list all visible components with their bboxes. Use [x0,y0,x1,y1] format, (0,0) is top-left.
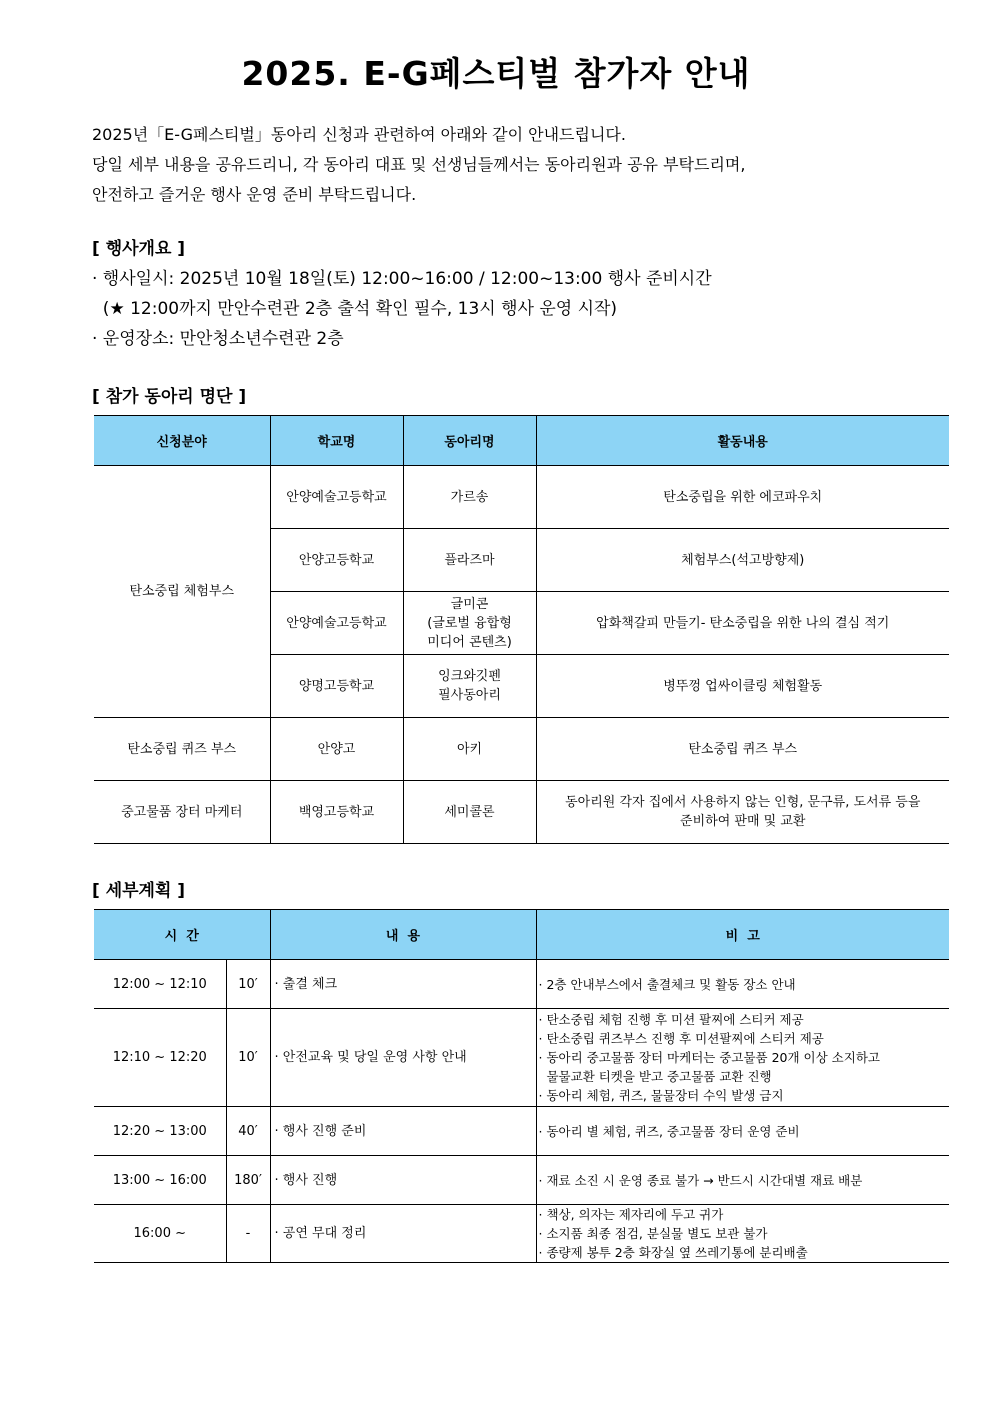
school-cell: 안양예술고등학교 [270,592,403,655]
content-cell: · 행사 진행 [270,1156,536,1205]
overview-section [92,264,712,354]
club-cell: 아키 [403,718,536,781]
table-row [94,718,949,781]
activity-cell: 체험부스(석고방향제) [536,529,949,592]
note-line: · 소지품 최종 점검, 분실물 별도 보관 불가 [538,1226,768,1241]
clubs-heading: [ 참가 동아리 명단 ] [92,387,247,407]
duration-cell: 10′ [226,1009,270,1107]
table-row [94,466,949,529]
note-line: · 종량제 봉투 2층 화장실 옆 쓰레기통에 분리배출 [538,1245,808,1260]
duration-cell: - [226,1205,270,1263]
overview-line: (★ 12:00까지 만안수련관 2층 출석 확인 필수, 13시 행사 운영 시작) [92,299,618,319]
activity-cell: 동아리원 각자 집에서 사용하지 않는 인형, 문구류, 도서류 등을 준비하여 판매 및 교환 [536,781,949,844]
time-cell: 16:00 ~ [94,1205,226,1263]
content-cell: · 안전교육 및 당일 운영 사항 안내 [270,1009,536,1107]
content-cell: · 행사 진행 준비 [270,1107,536,1156]
duration-cell: 10′ [226,960,270,1009]
notes-cell [536,1107,949,1156]
school-cell: 백영고등학교 [270,781,403,844]
overview-line: · 행사일시: 2025년 10월 18일(토) 12:00~16:00 / 12:00~13:00 행사 준비시간 [92,269,712,289]
content-cell: · 출결 체크 [270,960,536,1009]
time-cell: 12:20 ~ 13:00 [94,1107,226,1156]
field-cell: 탄소중립 퀴즈 부스 [94,718,270,781]
note-line: · 동아리 중고물품 장터 마케터는 중고물품 20개 이상 소지하고 [538,1050,880,1065]
clubs-header-cell: 학교명 [270,416,403,466]
club-cell: 가르송 [403,466,536,529]
note-line: 물물교환 티켓을 받고 중고물품 교환 진행 [538,1069,772,1084]
overview-line: · 운영장소: 만안청소년수련관 2층 [92,329,344,349]
table-row [94,1156,949,1205]
intro-paragraph [92,120,745,210]
intro-line: 안전하고 즐거운 행사 운영 준비 부탁드립니다. [92,185,417,204]
activity-cell: 병뚜껑 업싸이클링 체험활동 [536,655,949,718]
school-cell: 안양예술고등학교 [270,466,403,529]
plan-header-cell: 내 용 [270,910,536,960]
intro-line: 당일 세부 내용을 공유드리니, 각 동아리 대표 및 선생님들께서는 동아리원과 공유 부탁드리며, [92,155,746,174]
plan-header-cell: 비 고 [536,910,949,960]
clubs-header-cell: 활동내용 [536,416,949,466]
club-cell: 잉크와깃펜 필사동아리 [403,655,536,718]
overview-heading: [ 행사개요 ] [92,239,186,259]
note-line: · 탄소중립 체험 진행 후 미션 팔찌에 스티커 제공 [538,1012,804,1027]
clubs-header-cell: 신청분야 [94,416,270,466]
clubs-table [94,415,949,844]
table-row [94,960,949,1009]
plan-table [94,909,949,1263]
time-cell: 12:10 ~ 12:20 [94,1009,226,1107]
club-cell: 글미콘 (글로벌 융합형 미디어 콘텐츠) [403,592,536,655]
note-line: · 동아리 별 체험, 퀴즈, 중고물품 장터 운영 준비 [538,1123,800,1139]
clubs-header-cell: 동아리명 [403,416,536,466]
activity-cell: 탄소중립을 위한 에코파우치 [536,466,949,529]
note-line: · 2층 안내부스에서 출결체크 및 활동 장소 안내 [538,976,796,992]
duration-cell: 40′ [226,1107,270,1156]
notes-cell [536,1156,949,1205]
content-cell: · 공연 무대 정리 [270,1205,536,1263]
notes-cell [536,960,949,1009]
field-cell: 중고물품 장터 마케터 [94,781,270,844]
plan-header-cell: 시 간 [94,910,270,960]
plan-heading: [ 세부계획 ] [92,881,186,901]
note-line: · 탄소중립 퀴즈부스 진행 후 미션팔찌에 스티커 제공 [538,1031,824,1046]
duration-cell: 180′ [226,1156,270,1205]
table-row [94,1205,949,1263]
activity-cell: 탄소중립 퀴즈 부스 [536,718,949,781]
note-line: · 동아리 체험, 퀴즈, 물물장터 수익 발생 금지 [538,1088,784,1103]
field-cell: 탄소중립 체험부스 [94,466,270,718]
table-row [94,1009,949,1107]
school-cell: 양명고등학교 [270,655,403,718]
notes-cell [536,1205,949,1263]
time-cell: 13:00 ~ 16:00 [94,1156,226,1205]
table-row [94,781,949,844]
table-row [94,1107,949,1156]
notes-cell [536,1009,949,1107]
note-line: · 책상, 의자는 제자리에 두고 귀가 [538,1207,724,1222]
time-cell: 12:00 ~ 12:10 [94,960,226,1009]
school-cell: 안양고등학교 [270,529,403,592]
note-line: · 재료 소진 시 운영 종료 불가 → 반드시 시간대별 재료 배분 [538,1172,863,1188]
intro-line: 2025년「E-G페스티벌」동아리 신청과 관련하여 아래와 같이 안내드립니다. [92,125,626,144]
activity-cell: 압화책갈피 만들기- 탄소중립을 위한 나의 결심 적기 [536,592,949,655]
page-title: 2025. E-G페스티벌 참가자 안내 [241,54,751,93]
club-cell: 세미콜론 [403,781,536,844]
club-cell: 플라즈마 [403,529,536,592]
school-cell: 안양고 [270,718,403,781]
